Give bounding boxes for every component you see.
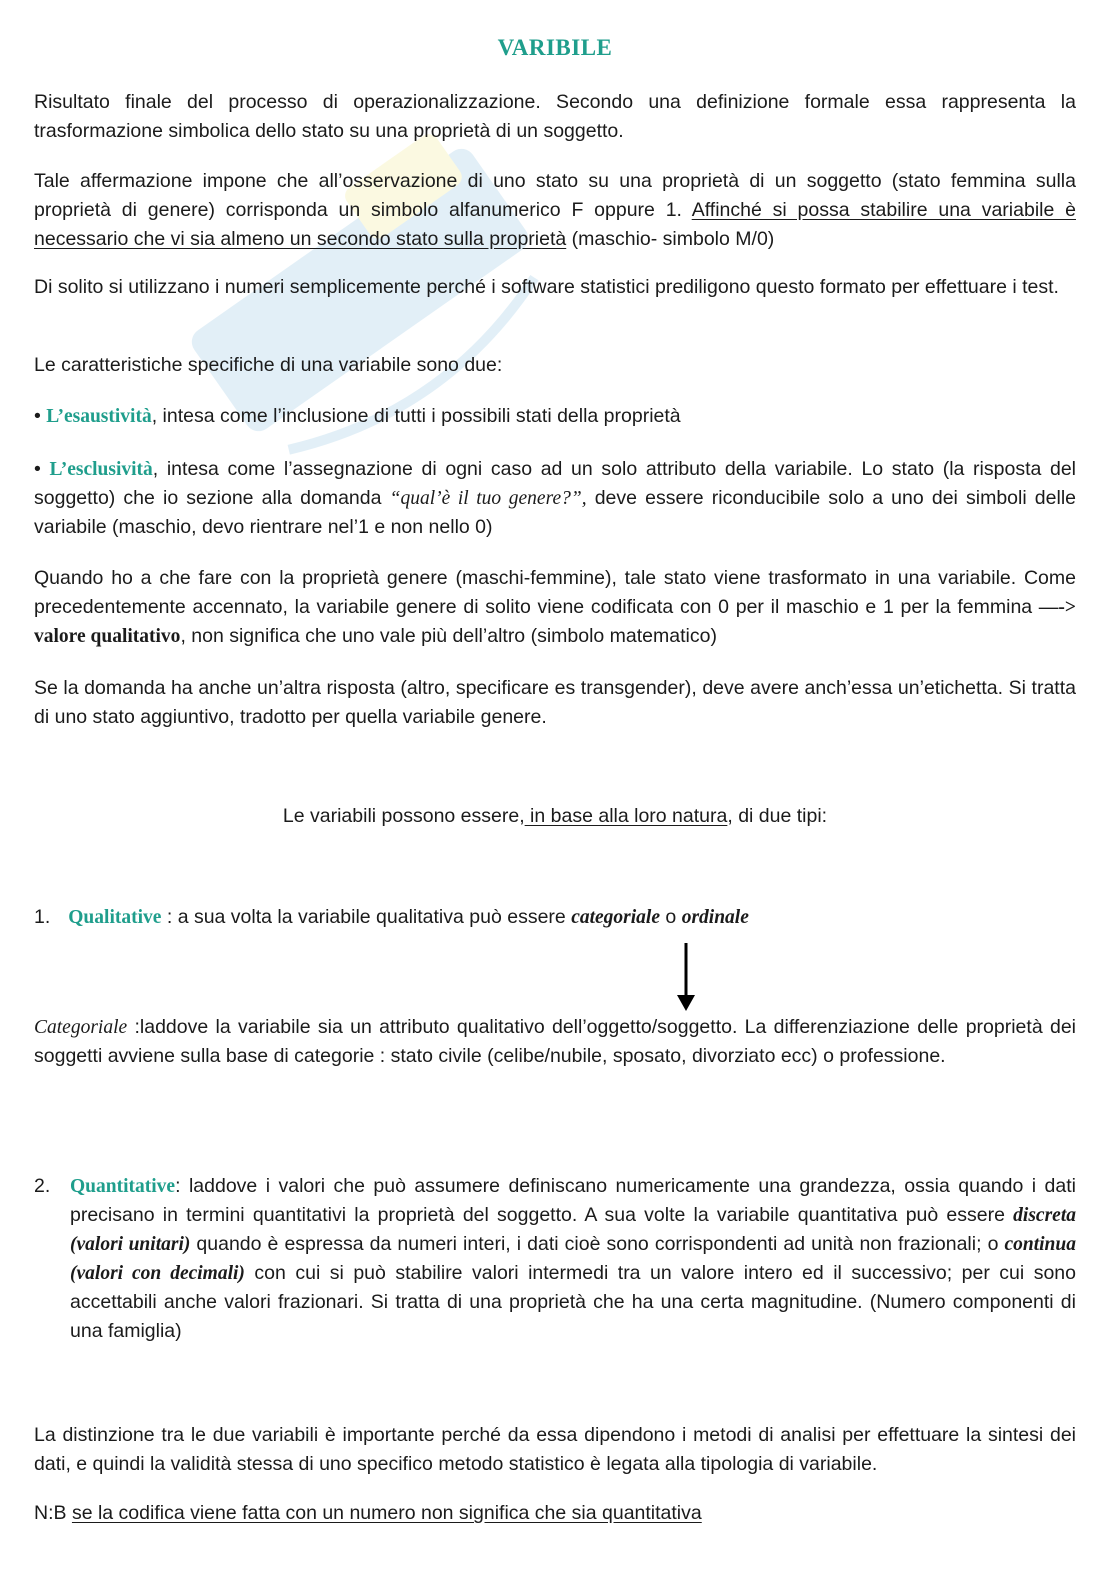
term-discreta: discreta (valori unitari) [70, 1205, 1076, 1255]
term-quantitative: Quantitative [70, 1176, 176, 1197]
underlined-text: se la codifica viene fatta con un numero non significa che sia quantitativa [71, 1502, 702, 1524]
term-categoriale-def: Categoriale [34, 1017, 128, 1038]
paragraph-types: Le variabili possono essere, in base alla loro natura, di due tipi: [282, 805, 828, 827]
item-quantitative: Quantitative: laddove i valori che può assumere definiscano numericamente una grandezza, ossia quando i dati precisano in termini quantitativi la proprietà del soggetto. A sua volte la variabile quantitativa può essere discreta (valori unitari) quando è espressa da numeri interi, i dati cioè sono corrispondenti ad unità non frazionali; o continua (valori con decimali) con cui si può stabilire valori intermedi tra un valore intero ed il successivo; per cui sono accettabili anche valori frazionari. Si tratta di una proprietà che ha una certa magnitudine. (Numero componenti di una famiglia) [70, 1175, 1076, 1342]
paragraph-characteristics: Le caratteristiche specifiche di una variabile sono due: [34, 354, 503, 376]
paragraph-distinction: La distinzione tra le due variabili è importante perché da essa dipendono i metodi di analisi per effettuare la sintesi dei dati, e quindi la validità stessa di uno specifico metodo statistico è legata alla tipologia di variabile. [34, 1424, 1076, 1475]
bullet-icon: • [34, 458, 41, 480]
question-quote: “qual’è il tuo genere?”, [389, 488, 587, 509]
item-qualitative: 1. Qualitative : a sua volta la variabile qualitativa può essere categoriale o ordinale [34, 906, 749, 928]
term-continua: continua (valori con decimali) [70, 1234, 1076, 1284]
term-qualitative: Qualitative [68, 907, 162, 928]
bullet-esaustivita: • L’esaustività, intesa come l’inclusione di tutti i possibili stati della proprietà [34, 405, 681, 427]
term-ordinale: ordinale [681, 907, 749, 928]
item-number: 1. [34, 906, 51, 928]
term-esaustivita: L’esaustività [46, 406, 152, 427]
term-categoriale: categoriale [571, 907, 660, 928]
document-page [34, 0, 1076, 1579]
bullet-esclusivita: • L’esclusività, intesa come l’assegnazione di ogni caso ad un solo attributo della variabile. Lo stato (la risposta del soggetto) che io sezione alla domanda “qual’è il tuo genere?”, deve essere riconducibile solo a uno dei simboli delle variabile (maschio, devo rientrare nel’1 e non nello 0) [34, 458, 1077, 538]
item-number: 2. [34, 1175, 51, 1197]
paragraph-categoriale: Categoriale :laddove la variabile sia un attributo qualitativo dell’oggetto/soggetto. La differenziazione delle proprietà dei soggetti avviene sulla base di categorie : stato civile (celibe/nubile, sposato, divorziato ecc) o professione. [34, 1016, 1076, 1067]
arrow-down-icon [676, 943, 696, 1013]
bullet-icon: • [34, 405, 41, 427]
note-nb: N:B se la codifica viene fatta con un numero non significa che sia quantitativa [34, 1502, 702, 1524]
page-title: VARIBILE [497, 35, 613, 60]
paragraph-numbers: Di solito si utilizzano i numeri semplicemente perché i software statistici prediligono questo formato per effettuare i test. [34, 276, 1059, 298]
underlined-text: Affinché si possa stabilire una variabile è necessario che vi sia almeno un secondo stato sulla proprietà [34, 199, 1076, 250]
underlined-text: in base alla loro natura [524, 805, 728, 827]
paragraph-definition: Risultato finale del processo di operazionalizzazione. Secondo una definizione formale essa rappresenta la trasformazione simbolica dello stato su una proprietà di un soggetto. [34, 91, 1076, 142]
paragraph-gender: Quando ho a che fare con la proprietà genere (maschi-femmine), tale stato viene trasformato in una variabile. Come precedentemente accennato, la variabile genere di solito viene codificata con 0 per il maschio e 1 per la femmina —-> valore qualitativo, non significa che uno vale più dell’altro (simbolo matematico) [34, 567, 1076, 647]
qualitative-value: —-> valore qualitativo [34, 597, 1076, 647]
paragraph-other-answer: Se la domanda ha anche un’altra risposta (altro, specificare es transgender), deve avere anch’essa un’etichetta. Si tratta di uno stato aggiuntivo, tradotto per quella variabile genere. [34, 677, 1076, 728]
paragraph-statement: Tale affermazione impone che all’osservazione di uno stato su una proprietà di un soggetto (stato femmina sulla proprietà di genere) corrisponda un simbolo alfanumerico F oppure 1. Affinché si possa stabilire una variabile è necessario che vi sia almeno un secondo stato sulla proprietà (maschio- simbolo M/0) [34, 170, 1076, 250]
term-esclusivita: L’esclusività [49, 459, 153, 480]
